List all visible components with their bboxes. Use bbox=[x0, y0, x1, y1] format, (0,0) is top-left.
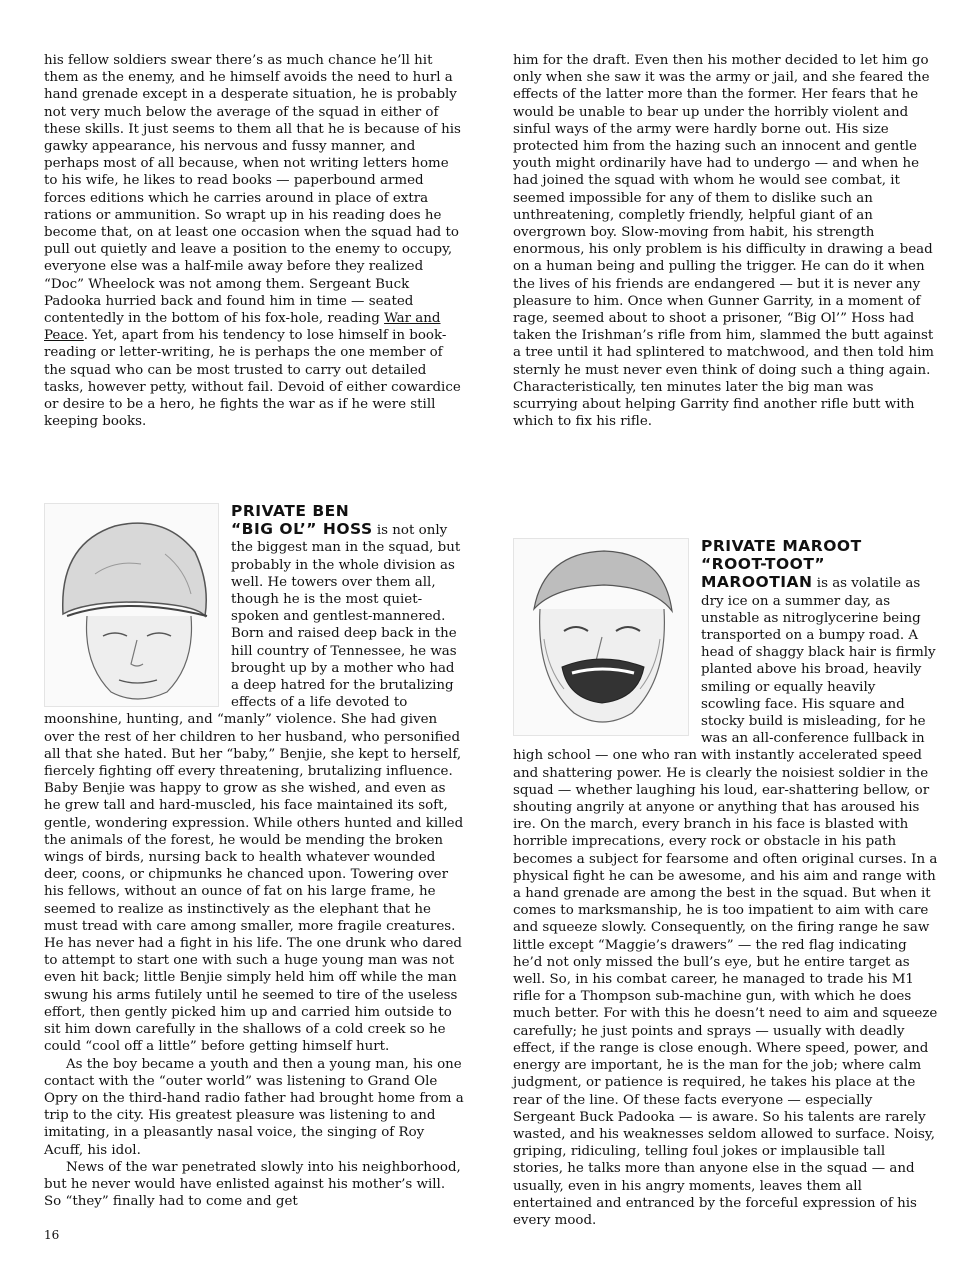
hoss-paragraph-2: As the boy became a youth and then a young man, his one contact with the “outer world” was listening to Grand Ole Opry on the third-hand radio father had brought home from a trip to the city. His greatest pleasure was listening to and imitating, in a pleasantly nasal voice, the singing of Roy Acuff, his idol. bbox=[44, 1056, 464, 1158]
maroot-paragraph-1: PRIVATE MAROOT “ROOT-TOOT” MAROOTIAN is as volatile as dry ice on a summer day, as unstable as nitroglycerine being transported on a bumpy road. A head of shaggy black hair is firmly planted above his broad, heavily smiling or equally heavily scowling face. His square and stocky build is misleading, for he was an all-conference fullback in high school — one who ran with instantly accelerated speed and shattering power. He is clearly the noisiest soldier in the squad — whether laughing his loud, ear-shattering bellow, or shouting angrily at anyone or anything that has aroused his ire. On the march, every branch in his face is blasted with horrible imprecations, every rock or obstacle in his path becomes a subject for fearsome and often original curses. In a physical fight he can be awesome, and his aim and range with a hand grenade are among the best in the squad. But when it comes to marksmanship, he is too impatient to aim with care and squeeze slowly. Consequently, on the firing range he saw little except “Maggie’s drawers” — the red flag indicating he’d not only missed the bull’s eye, but he entire target as well. So, in his combat career, he managed to trade his M1 rifle for a Thompson sub-machine gun, with which he does much better. For with this he doesn’t need to aim and squeeze carefully; he just points and sprays — usually with deadly effect, if the range is close enough. Where speed, power, and energy are important, he is the man for the job; where calm judgment, or patience is required, he takes his place at the rear of the line. Of these facts everyone — especially Sergeant Buck Padooka — is aware. So his talents are rarely wasted, and his weaknesses seldom allowed to surface. Noisy, griping, ridiculing, telling foul jokes or implausible tall stories, he talks more than anyone else in the squad — and usually, even in his angry moments, leaves them all entertained and entranced by the forceful expression of his every mood. bbox=[513, 537, 938, 1228]
hoss-paragraph-1: PRIVATE BEN “BIG OL’” HOSS is not only the biggest man in the squad, but probably in the whole division as well. He towers over them all, though he is the most quiet-spoken and gentlest-mannered. Born and raised deep back in the hill country of Tennessee, he was brought up by a mother who had a deep hatred for the brutalizing effects of a life devoted to moonshine, hunting, and “manly” violence. She had given over the rest of her children to her husband, who personified all that she hated. But her “baby,” Benjie, she kept to herself, fiercely fighting off every threatening, brutalizing influence. Baby Benjie was happy to grow as she wished, and even as he grew tall and hard-muscled, his face maintained its soft, gentle, wondering expression. While others hunted and killed the animals of the forest, he would be mending the broken wings of birds, nursing back to health whatever wounded deer, coons, or chipmunks he chanced upon. Towering over his fellows, without an ounce of fat on his large frame, he seemed to realize as instinctively as the elephant that he must tread with care among smaller, more fragile creatures. He has never had a fight in his life. The one drunk who dared to attempt to start one with such a huge young man was not even hit back; little Benjie simply held him off while the man swung his arms futilely until he seemed to tire of the useless effort, then gently picked him up and carried him outside to sit him down carefully in the shallows of a cold creek so he could “cool off a little” before getting himself hurt. bbox=[44, 502, 464, 1055]
top-left-paragraph: his fellow soldiers swear there’s as much chance he’ll hit them as the enemy, and he himself avoids the need to hurl a hand grenade except in a desperate situation, he is probably not very much below the average of the squad in either of these skills. It just seems to them all that he is because of his gawky appearance, his nervous and fussy manner, and perhaps most of all because, when not writing letters home to his wife, he likes to read books — paperbound armed forces editions which he carries around in place of extra rations or ammunition. So wrapt up in his reading does he become that, on at least one occasion when the squad had to pull out quietly and leave a position to the enemy to occupy, everyone else was a half-mile away before they realized “Doc” Wheelock was not among them. Sergeant Buck Padooka hurried back and found him in time — seated contentedly in the bottom of his fox-hole, reading War and Peace. Yet, apart from his tendency to lose himself in book-reading or letter-writing, he is perhaps the one member of the squad who can be most trusted to carry out detailed tasks, however petty, without fail. Devoid of either cowardice or desire to be a hero, he fights the war as if he were still keeping books. bbox=[44, 53, 461, 430]
top-right-column bbox=[513, 52, 938, 430]
hoss-portrait bbox=[44, 503, 219, 707]
book-title: War and Peace bbox=[44, 311, 441, 344]
maroot-portrait bbox=[513, 538, 689, 736]
page-number: 16 bbox=[44, 1228, 60, 1242]
maroot-column bbox=[513, 538, 938, 1229]
hoss-paragraph-3: News of the war penetrated slowly into his neighborhood, but he never would have enlisted against his mother’s will. So “they” finally had to come and get bbox=[44, 1159, 461, 1210]
hoss-column bbox=[44, 503, 464, 1210]
maroot-heading: PRIVATE MAROOT “ROOT-TOOT” MAROOTIAN bbox=[701, 537, 862, 592]
hoss-heading: PRIVATE BEN “BIG OL’” HOSS bbox=[231, 502, 373, 539]
top-left-column bbox=[44, 52, 464, 430]
top-right-paragraph: him for the draft. Even then his mother decided to let him go only when she saw it was the army or jail, and she feared the effects of the latter more than the former. Her fears that he would be unable to bear up under the horribly violent and sinful ways of the army were hardly borne out. His size protected him from the hazing such an innocent and gentle youth might ordinarily have had to undergo — and when he had joined the squad with whom he would see combat, it seemed impossible for any of them to dislike such an unthreatening, completly friendly, helpful giant of an overgrown boy. Slow-moving from habit, his strength enormous, his only problem is his difficulty in drawing a bead on a human being and pulling the trigger. He can do it when the lives of his friends are endangered — but it is never any pleasure to him. Once when Gunner Garrity, in a moment of rage, seemed about to shoot a prisoner, “Big Ol’” Hoss had taken the Irishman’s rifle from him, slammed the butt against a tree until it had splintered to matchwood, and then told him sternly he must never even think of doing such a thing again. Characteristically, ten minutes later the big man was scurrying about helping Garrity find another rifle butt with which to fix his rifle. bbox=[513, 53, 934, 430]
